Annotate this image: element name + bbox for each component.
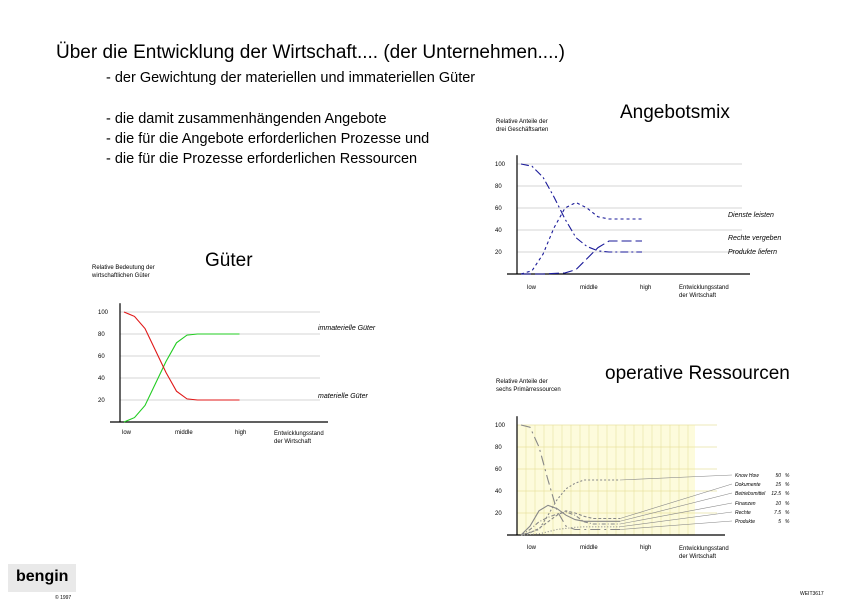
legend-label: immaterielle Güter — [318, 325, 376, 332]
legend-value: 12.5 — [771, 491, 781, 497]
y-tick-label: 40 — [98, 376, 105, 382]
y-axis-label: drei Geschäftsarten — [496, 127, 549, 133]
x-axis-label: Entwicklungsstand — [679, 285, 729, 291]
legend-value: 15 — [775, 482, 781, 488]
bullet-item: - die damit zusammenhängenden Angebote — [106, 111, 387, 127]
x-axis-label: der Wirtschaft — [274, 439, 312, 445]
bullet-item: - der Gewichtung der materiellen und immateriellen Güter — [106, 70, 476, 86]
x-tick-label: low — [527, 545, 537, 551]
x-tick-label: middle — [580, 545, 598, 551]
x-axis-label: Entwicklungsstand — [679, 546, 729, 552]
y-tick-label: 20 — [495, 511, 502, 517]
x-axis-label: der Wirtschaft — [679, 554, 717, 560]
bullet-item: - die für die Prozesse erforderlichen Ressourcen — [106, 151, 418, 167]
x-tick-label: middle — [175, 430, 193, 436]
bullet-item: - die für die Angebote erforderlichen Prozesse und — [106, 131, 430, 147]
legend-label: Produkte liefern — [728, 249, 778, 256]
legend-label: Finanzen — [735, 501, 756, 507]
x-tick-label: low — [527, 285, 537, 291]
x-axis-label: Entwicklungsstand — [274, 431, 324, 437]
chart-title-ressourcen: operative Ressourcen — [605, 363, 790, 384]
legend-label: Dienste leisten — [728, 212, 774, 219]
legend-label: Betriebsmittel — [735, 491, 766, 497]
y-tick-label: 80 — [98, 332, 105, 338]
x-tick-label: high — [640, 545, 652, 551]
legend-label: Know How — [735, 473, 759, 479]
y-tick-label: 60 — [495, 206, 502, 212]
x-tick-label: low — [122, 430, 132, 436]
document-reference: WEIT3617 — [800, 591, 824, 597]
y-axis-label: wirtschaftlichen Güter — [92, 273, 150, 279]
legend-value: 7.5 — [774, 510, 781, 516]
legend-unit: % — [785, 473, 790, 479]
y-axis-label: Relative Bedeutung der — [92, 265, 155, 271]
y-tick-label: 100 — [495, 423, 506, 429]
y-tick-label: 40 — [495, 228, 502, 234]
legend-unit: % — [785, 519, 790, 525]
legend-unit: % — [785, 510, 790, 516]
legend-label: Rechte — [735, 510, 751, 516]
y-axis-label: Relative Anteile der — [496, 119, 548, 125]
legend-value: 50 — [775, 473, 781, 479]
chart-title-gueter: Güter — [205, 250, 253, 271]
y-tick-label: 80 — [495, 184, 502, 190]
legend-unit: % — [785, 501, 790, 507]
y-tick-label: 60 — [495, 467, 502, 473]
company-logo: bengin — [16, 568, 69, 585]
copyright-note: © 1997 — [55, 595, 72, 601]
y-tick-label: 40 — [495, 489, 502, 495]
legend-label: Dokumente — [735, 482, 761, 488]
legend-label: materielle Güter — [318, 393, 368, 400]
legend-label: Produkte — [735, 519, 756, 525]
legend-label: Rechte vergeben — [728, 235, 782, 242]
legend-value: 10 — [775, 501, 781, 507]
page-title: Über die Entwicklung der Wirtschaft.... (der Unternehmen....) — [56, 42, 565, 63]
x-tick-label: high — [640, 285, 652, 291]
y-axis-label: Relative Anteile der — [496, 379, 548, 385]
y-axis-label: sechs Primärressourcen — [496, 387, 561, 393]
legend-value: 5 — [778, 519, 781, 525]
series-line-rechte-vergeben — [521, 241, 642, 274]
y-tick-label: 100 — [98, 310, 109, 316]
legend-unit: % — [785, 482, 790, 488]
y-tick-label: 60 — [98, 354, 105, 360]
legend-unit: % — [785, 491, 790, 497]
y-tick-label: 80 — [495, 445, 502, 451]
chart-title-angebotsmix: Angebotsmix — [620, 102, 730, 123]
series-line-dienste-leisten — [521, 203, 642, 275]
y-tick-label: 20 — [495, 250, 502, 256]
x-tick-label: middle — [580, 285, 598, 291]
y-tick-label: 20 — [98, 398, 105, 404]
x-tick-label: high — [235, 430, 247, 436]
x-axis-label: der Wirtschaft — [679, 293, 717, 299]
y-tick-label: 100 — [495, 162, 506, 168]
